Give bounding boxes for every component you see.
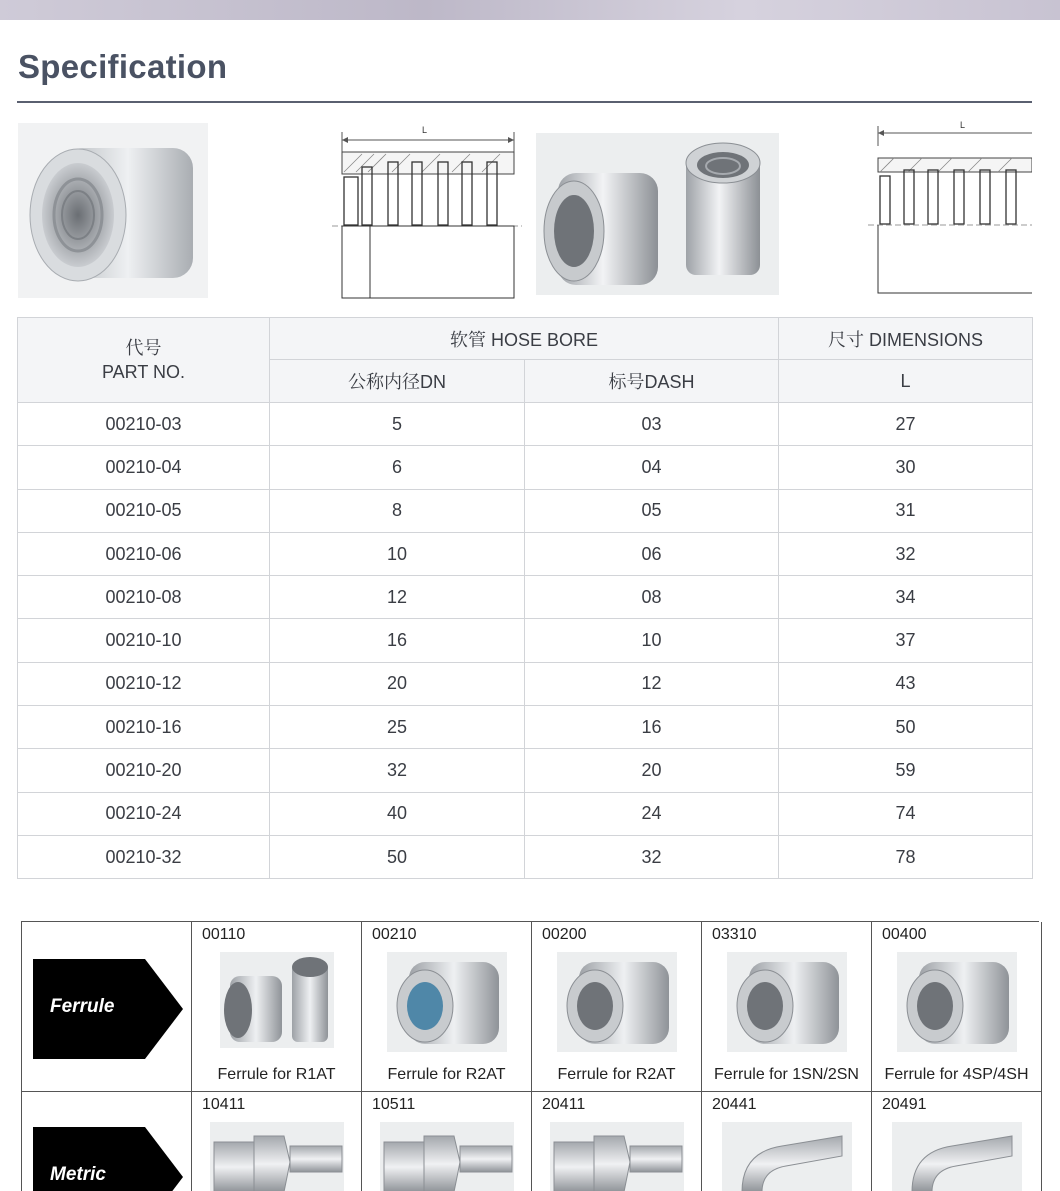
catalog-item[interactable]	[192, 1092, 362, 1191]
cell-part: 00210-05	[18, 489, 270, 532]
catalog-item[interactable]	[872, 1092, 1042, 1191]
cell-l: 37	[779, 619, 1033, 662]
product-thumbnail	[702, 1122, 871, 1191]
cell-l: 43	[779, 662, 1033, 705]
product-thumbnail	[532, 952, 701, 1062]
catalog-item[interactable]	[532, 922, 702, 1092]
cell-dn: 10	[270, 532, 525, 575]
header-dimensions: 尺寸 DIMENSIONS	[779, 318, 1033, 360]
item-caption: Ferrule for R1AT	[217, 1066, 336, 1083]
cell-part: 00210-06	[18, 532, 270, 575]
header-part-no-cn: 代号	[125, 338, 162, 358]
category-arrow-label	[33, 959, 183, 1059]
cell-dn: 25	[270, 706, 525, 749]
ferrule-photo	[18, 123, 208, 298]
cell-l: 78	[779, 835, 1033, 878]
cell-dash: 24	[525, 792, 779, 835]
table-row	[18, 706, 1033, 749]
cell-l: 34	[779, 576, 1033, 619]
item-caption: Ferrule for 1SN/2SN	[714, 1066, 859, 1083]
cell-dash: 06	[525, 532, 779, 575]
diagram-dim-label-2: L	[960, 120, 966, 130]
cell-dash: 08	[525, 576, 779, 619]
header-dn: 公称内径DN	[270, 360, 525, 403]
cell-dash: 03	[525, 403, 779, 446]
catalog-item[interactable]	[362, 1092, 532, 1191]
cell-dn: 32	[270, 749, 525, 792]
product-thumbnail	[872, 952, 1041, 1062]
top-banner-image	[0, 0, 1060, 20]
ferrule-cross-section-diagram-2	[868, 118, 1032, 298]
category-arrow-label	[33, 1127, 183, 1191]
item-code: 00400	[882, 926, 927, 943]
cell-part: 00210-08	[18, 576, 270, 619]
table-row	[18, 403, 1033, 446]
cell-l: 31	[779, 489, 1033, 532]
cell-dn: 12	[270, 576, 525, 619]
header-part-no-en: PART NO.	[101, 362, 186, 382]
catalog-item[interactable]	[872, 922, 1042, 1092]
category-label-ferrule: Ferrule	[50, 996, 115, 1017]
cell-l: 27	[779, 403, 1033, 446]
item-code: 03310	[712, 926, 757, 943]
header-part-no	[18, 318, 270, 403]
item-code: 20411	[542, 1096, 586, 1113]
table-row	[18, 662, 1033, 705]
cell-dash: 10	[525, 619, 779, 662]
cell-dn: 16	[270, 619, 525, 662]
category-label-metric: Metric	[50, 1164, 106, 1185]
catalog-item[interactable]	[702, 922, 872, 1092]
cell-part: 00210-24	[18, 792, 270, 835]
item-caption: Ferrule for R2AT	[387, 1066, 506, 1083]
item-code: 00210	[372, 926, 417, 943]
product-thumbnail	[192, 1122, 361, 1191]
header-dash: 标号DASH	[525, 360, 779, 403]
item-code: 00200	[542, 926, 587, 943]
cell-l: 59	[779, 749, 1033, 792]
product-thumbnail	[872, 1122, 1041, 1191]
cell-l: 32	[779, 532, 1033, 575]
cell-part: 00210-16	[18, 706, 270, 749]
cell-part: 00210-12	[18, 662, 270, 705]
cell-l: 30	[779, 446, 1033, 489]
table-row	[18, 576, 1033, 619]
cell-dash: 05	[525, 489, 779, 532]
ferrule-pair-photo	[536, 133, 779, 295]
category-header-ferrule	[22, 922, 192, 1092]
item-code: 20441	[712, 1096, 757, 1113]
catalog-item[interactable]	[362, 922, 532, 1092]
cell-part: 00210-03	[18, 403, 270, 446]
ferrule-cross-section-diagram	[332, 122, 522, 302]
cell-l: 74	[779, 792, 1033, 835]
cell-dn: 50	[270, 835, 525, 878]
product-thumbnail	[362, 1122, 531, 1191]
cell-dn: 6	[270, 446, 525, 489]
diagram-dim-label: L	[422, 125, 428, 135]
table-row	[18, 489, 1033, 532]
catalog-row-metric	[22, 1092, 1040, 1191]
section-title: Specification	[18, 48, 228, 85]
cell-dash: 16	[525, 706, 779, 749]
specification-table	[17, 317, 1033, 879]
catalog-item[interactable]	[702, 1092, 872, 1191]
product-thumbnail	[532, 1122, 701, 1191]
product-thumbnail	[362, 952, 531, 1062]
item-code: 10511	[372, 1096, 416, 1113]
item-caption: Ferrule for R2AT	[557, 1066, 676, 1083]
table-row	[18, 446, 1033, 489]
table-row	[18, 619, 1033, 662]
catalog-row-ferrule	[22, 922, 1040, 1092]
product-thumbnail	[192, 952, 361, 1062]
cell-dn: 40	[270, 792, 525, 835]
item-code: 20491	[882, 1096, 927, 1113]
cell-part: 00210-10	[18, 619, 270, 662]
cell-part: 00210-32	[18, 835, 270, 878]
table-row	[18, 835, 1033, 878]
cell-part: 00210-04	[18, 446, 270, 489]
cell-dash: 12	[525, 662, 779, 705]
cell-l: 50	[779, 706, 1033, 749]
table-row	[18, 532, 1033, 575]
cell-dn: 20	[270, 662, 525, 705]
header-l: L	[779, 360, 1033, 403]
cell-dn: 5	[270, 403, 525, 446]
product-catalog-grid	[21, 921, 1039, 1191]
cell-part: 00210-20	[18, 749, 270, 792]
table-row	[18, 749, 1033, 792]
item-code: 00110	[202, 926, 246, 943]
cell-dash: 20	[525, 749, 779, 792]
header-hose-bore: 软管 HOSE BORE	[270, 318, 779, 360]
cell-dash: 32	[525, 835, 779, 878]
cell-dash: 04	[525, 446, 779, 489]
catalog-item[interactable]	[192, 922, 362, 1092]
table-row	[18, 792, 1033, 835]
item-code: 10411	[202, 1096, 246, 1113]
catalog-item[interactable]	[532, 1092, 702, 1191]
item-caption: Ferrule for 4SP/4SH	[884, 1066, 1029, 1083]
cell-dn: 8	[270, 489, 525, 532]
title-divider	[17, 101, 1032, 103]
category-header-metric	[22, 1092, 192, 1191]
product-thumbnail	[702, 952, 871, 1062]
